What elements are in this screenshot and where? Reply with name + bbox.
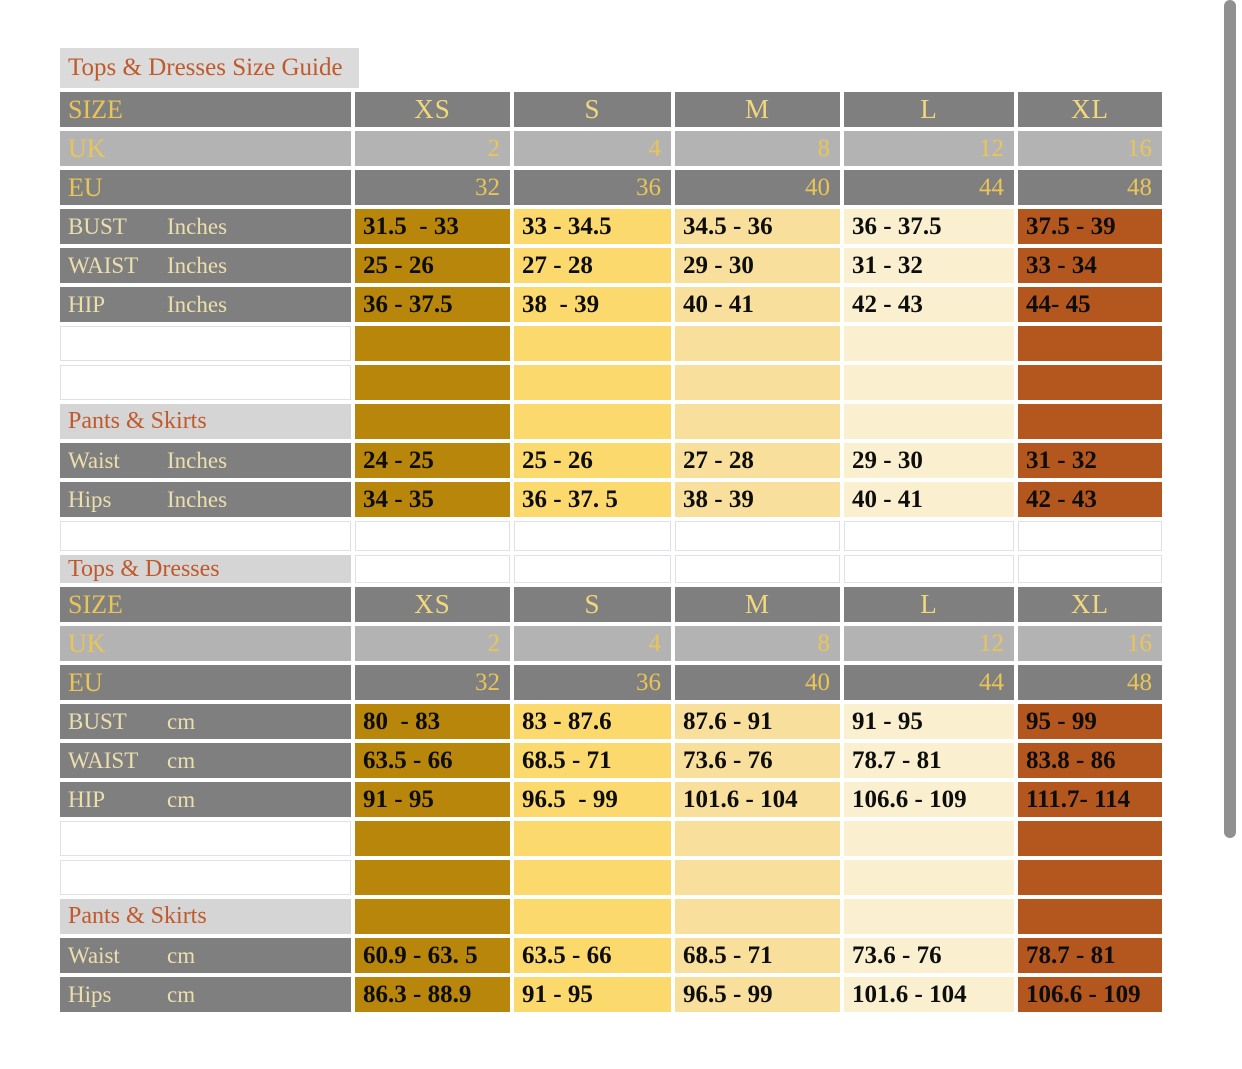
page-title: Tops & Dresses Size Guide: [60, 48, 359, 88]
spacer-cell: [675, 860, 840, 895]
section-label-row-cell: [514, 555, 671, 583]
measurement-value-cell: 44- 45: [1018, 287, 1162, 322]
measurement-value-cell: 33 - 34: [1018, 248, 1162, 283]
measurement-value-cell: 24 - 25: [355, 443, 510, 478]
measure-label-cell: [60, 248, 351, 283]
section-label-row-cell: [675, 555, 840, 583]
spacer-cell: [844, 326, 1014, 361]
measurement-value-cell: 31 - 32: [844, 248, 1014, 283]
size-column-header-cell: L: [844, 587, 1014, 622]
measurement-value-cell: 106.6 - 109: [844, 782, 1014, 817]
section-label-row-cell: [844, 555, 1014, 583]
scrollbar-thumb[interactable]: [1224, 0, 1236, 838]
measurement-value-cell: 87.6 - 91: [675, 704, 840, 739]
measure-name: Hips: [68, 981, 112, 1007]
measurement-value-cell: 38 - 39: [675, 482, 840, 517]
uk-size-value-cell: 16: [1018, 131, 1162, 166]
measure-name: WAIST: [68, 747, 139, 773]
measurement-value-cell: 73.6 - 76: [844, 938, 1014, 973]
spacer-cell: [355, 521, 510, 551]
spacer-cell: [675, 326, 840, 361]
measurement-value-cell: 78.7 - 81: [844, 743, 1014, 778]
measure-label-cell: [60, 977, 351, 1012]
size-column-header-cell: L: [844, 92, 1014, 127]
measurement-value-cell: 37.5 - 39: [1018, 209, 1162, 244]
measurement-value-cell: 101.6 - 104: [675, 782, 840, 817]
measure-label-cell: [60, 938, 351, 973]
section-label-row-cell: [844, 899, 1014, 934]
uk-size-value-cell: 2: [355, 131, 510, 166]
spacer-cell: [675, 821, 840, 856]
uk-size-value-cell: 12: [844, 131, 1014, 166]
measurement-value-cell: 80 - 83: [355, 704, 510, 739]
measure-label-cell: [60, 743, 351, 778]
size-header-label-cell: SIZE: [60, 92, 351, 127]
measure-unit: Inches: [167, 447, 228, 473]
size-column-header-cell: XS: [355, 587, 510, 622]
measurement-value-cell: 42 - 43: [1018, 482, 1162, 517]
spacer-cell: [675, 365, 840, 400]
measurement-value-cell: 29 - 30: [844, 443, 1014, 478]
spacer-cell: [355, 860, 510, 895]
measurement-value-cell: 34.5 - 36: [675, 209, 840, 244]
measure-name: HIP: [68, 786, 106, 812]
section-label-cell: Pants & Skirts: [60, 404, 351, 439]
measurement-value-cell: 38 - 39: [514, 287, 671, 322]
measurement-value-cell: 27 - 28: [514, 248, 671, 283]
measure-unit: cm: [167, 708, 196, 734]
section-label-row-cell: [844, 404, 1014, 439]
size-column-header-cell: S: [514, 92, 671, 127]
spacer-cell: [514, 365, 671, 400]
measurement-value-cell: 27 - 28: [675, 443, 840, 478]
section-label-row-cell: [355, 899, 510, 934]
measurement-value-cell: 25 - 26: [514, 443, 671, 478]
uk-label-cell: UK: [60, 131, 351, 166]
measure-name: Hips: [68, 486, 112, 512]
section-label-cell: Tops & Dresses: [60, 555, 351, 583]
measurement-value-cell: 96.5 - 99: [514, 782, 671, 817]
measure-unit: Inches: [167, 291, 228, 317]
size-header-label-cell: SIZE: [60, 587, 351, 622]
uk-size-value-cell: 16: [1018, 626, 1162, 661]
uk-size-value-cell: 4: [514, 626, 671, 661]
spacer-cell: [1018, 860, 1162, 895]
uk-label-cell: UK: [60, 626, 351, 661]
size-column-header-cell: M: [675, 587, 840, 622]
measurement-value-cell: 101.6 - 104: [844, 977, 1014, 1012]
spacer-cell: [1018, 521, 1162, 551]
measurement-value-cell: 63.5 - 66: [514, 938, 671, 973]
uk-size-value-cell: 8: [675, 131, 840, 166]
spacer-label-cell: [60, 821, 351, 856]
spacer-cell: [514, 821, 671, 856]
measurement-value-cell: 91 - 95: [844, 704, 1014, 739]
measurement-value-cell: 68.5 - 71: [514, 743, 671, 778]
spacer-label-cell: [60, 326, 351, 361]
section-label-row-cell: [514, 404, 671, 439]
section-label-row-cell: [675, 899, 840, 934]
uk-size-value-cell: 4: [514, 131, 671, 166]
section-label-row-cell: [355, 404, 510, 439]
measurement-value-cell: 78.7 - 81: [1018, 938, 1162, 973]
size-table: [60, 92, 1162, 1012]
eu-size-value-cell: 40: [675, 665, 840, 700]
spacer-cell: [514, 326, 671, 361]
measurement-value-cell: 91 - 95: [514, 977, 671, 1012]
spacer-cell: [844, 821, 1014, 856]
measurement-value-cell: 40 - 41: [844, 482, 1014, 517]
eu-size-value-cell: 48: [1018, 170, 1162, 205]
measure-name: WAIST: [68, 252, 139, 278]
measurement-value-cell: 60.9 - 63. 5: [355, 938, 510, 973]
measurement-value-cell: 36 - 37.5: [844, 209, 1014, 244]
measure-name: Waist: [68, 447, 120, 473]
measurement-value-cell: 36 - 37. 5: [514, 482, 671, 517]
spacer-cell: [844, 521, 1014, 551]
measure-unit: cm: [167, 981, 196, 1007]
section-label-cell: Pants & Skirts: [60, 899, 351, 934]
section-label-row-cell: [1018, 899, 1162, 934]
eu-size-value-cell: 48: [1018, 665, 1162, 700]
eu-label-cell: EU: [60, 170, 351, 205]
measurement-value-cell: 33 - 34.5: [514, 209, 671, 244]
measure-label-cell: [60, 209, 351, 244]
spacer-cell: [355, 365, 510, 400]
measurement-value-cell: 83.8 - 86: [1018, 743, 1162, 778]
size-column-header-cell: XL: [1018, 587, 1162, 622]
measure-name: HIP: [68, 291, 106, 317]
measurement-value-cell: 106.6 - 109: [1018, 977, 1162, 1012]
measure-name: BUST: [68, 213, 127, 239]
measure-unit: Inches: [167, 486, 228, 512]
measure-name: Waist: [68, 942, 120, 968]
measurement-value-cell: 68.5 - 71: [675, 938, 840, 973]
eu-size-value-cell: 36: [514, 170, 671, 205]
eu-size-value-cell: 32: [355, 665, 510, 700]
measure-unit: Inches: [167, 213, 228, 239]
measurement-value-cell: 25 - 26: [355, 248, 510, 283]
measurement-value-cell: 83 - 87.6: [514, 704, 671, 739]
section-label-row-cell: [514, 899, 671, 934]
spacer-cell: [60, 521, 351, 551]
measurement-value-cell: 63.5 - 66: [355, 743, 510, 778]
spacer-cell: [355, 326, 510, 361]
measure-label-cell: [60, 704, 351, 739]
spacer-cell: [844, 860, 1014, 895]
spacer-cell: [355, 821, 510, 856]
measure-label-cell: [60, 782, 351, 817]
size-column-header-cell: M: [675, 92, 840, 127]
spacer-cell: [514, 860, 671, 895]
measurement-value-cell: 42 - 43: [844, 287, 1014, 322]
size-column-header-cell: XS: [355, 92, 510, 127]
section-label-row-cell: [675, 404, 840, 439]
spacer-cell: [1018, 365, 1162, 400]
eu-size-value-cell: 40: [675, 170, 840, 205]
measurement-value-cell: 96.5 - 99: [675, 977, 840, 1012]
measurement-value-cell: 91 - 95: [355, 782, 510, 817]
spacer-cell: [514, 521, 671, 551]
measure-label-cell: [60, 287, 351, 322]
spacer-label-cell: [60, 860, 351, 895]
section-label-row-cell: [1018, 555, 1162, 583]
measure-unit: Inches: [167, 252, 228, 278]
uk-size-value-cell: 8: [675, 626, 840, 661]
eu-size-value-cell: 32: [355, 170, 510, 205]
spacer-cell: [675, 521, 840, 551]
measurement-value-cell: 111.7- 114: [1018, 782, 1162, 817]
measurement-value-cell: 95 - 99: [1018, 704, 1162, 739]
eu-size-value-cell: 44: [844, 170, 1014, 205]
measurement-value-cell: 86.3 - 88.9: [355, 977, 510, 1012]
eu-label-cell: EU: [60, 665, 351, 700]
eu-size-value-cell: 36: [514, 665, 671, 700]
measure-label-cell: [60, 482, 351, 517]
measure-unit: cm: [167, 747, 196, 773]
measurement-value-cell: 31.5 - 33: [355, 209, 510, 244]
size-guide-sheet: [60, 48, 1162, 1012]
measurement-value-cell: 29 - 30: [675, 248, 840, 283]
section-label-row-cell: [355, 555, 510, 583]
measurement-value-cell: 36 - 37.5: [355, 287, 510, 322]
size-column-header-cell: S: [514, 587, 671, 622]
spacer-cell: [1018, 821, 1162, 856]
eu-size-value-cell: 44: [844, 665, 1014, 700]
measurement-value-cell: 34 - 35: [355, 482, 510, 517]
uk-size-value-cell: 2: [355, 626, 510, 661]
section-label-row-cell: [1018, 404, 1162, 439]
measure-unit: cm: [167, 942, 196, 968]
size-column-header-cell: XL: [1018, 92, 1162, 127]
uk-size-value-cell: 12: [844, 626, 1014, 661]
measurement-value-cell: 40 - 41: [675, 287, 840, 322]
spacer-cell: [844, 365, 1014, 400]
measure-unit: cm: [167, 786, 196, 812]
spacer-label-cell: [60, 365, 351, 400]
measurement-value-cell: 73.6 - 76: [675, 743, 840, 778]
measure-name: BUST: [68, 708, 127, 734]
measurement-value-cell: 31 - 32: [1018, 443, 1162, 478]
measure-label-cell: [60, 443, 351, 478]
spacer-cell: [1018, 326, 1162, 361]
